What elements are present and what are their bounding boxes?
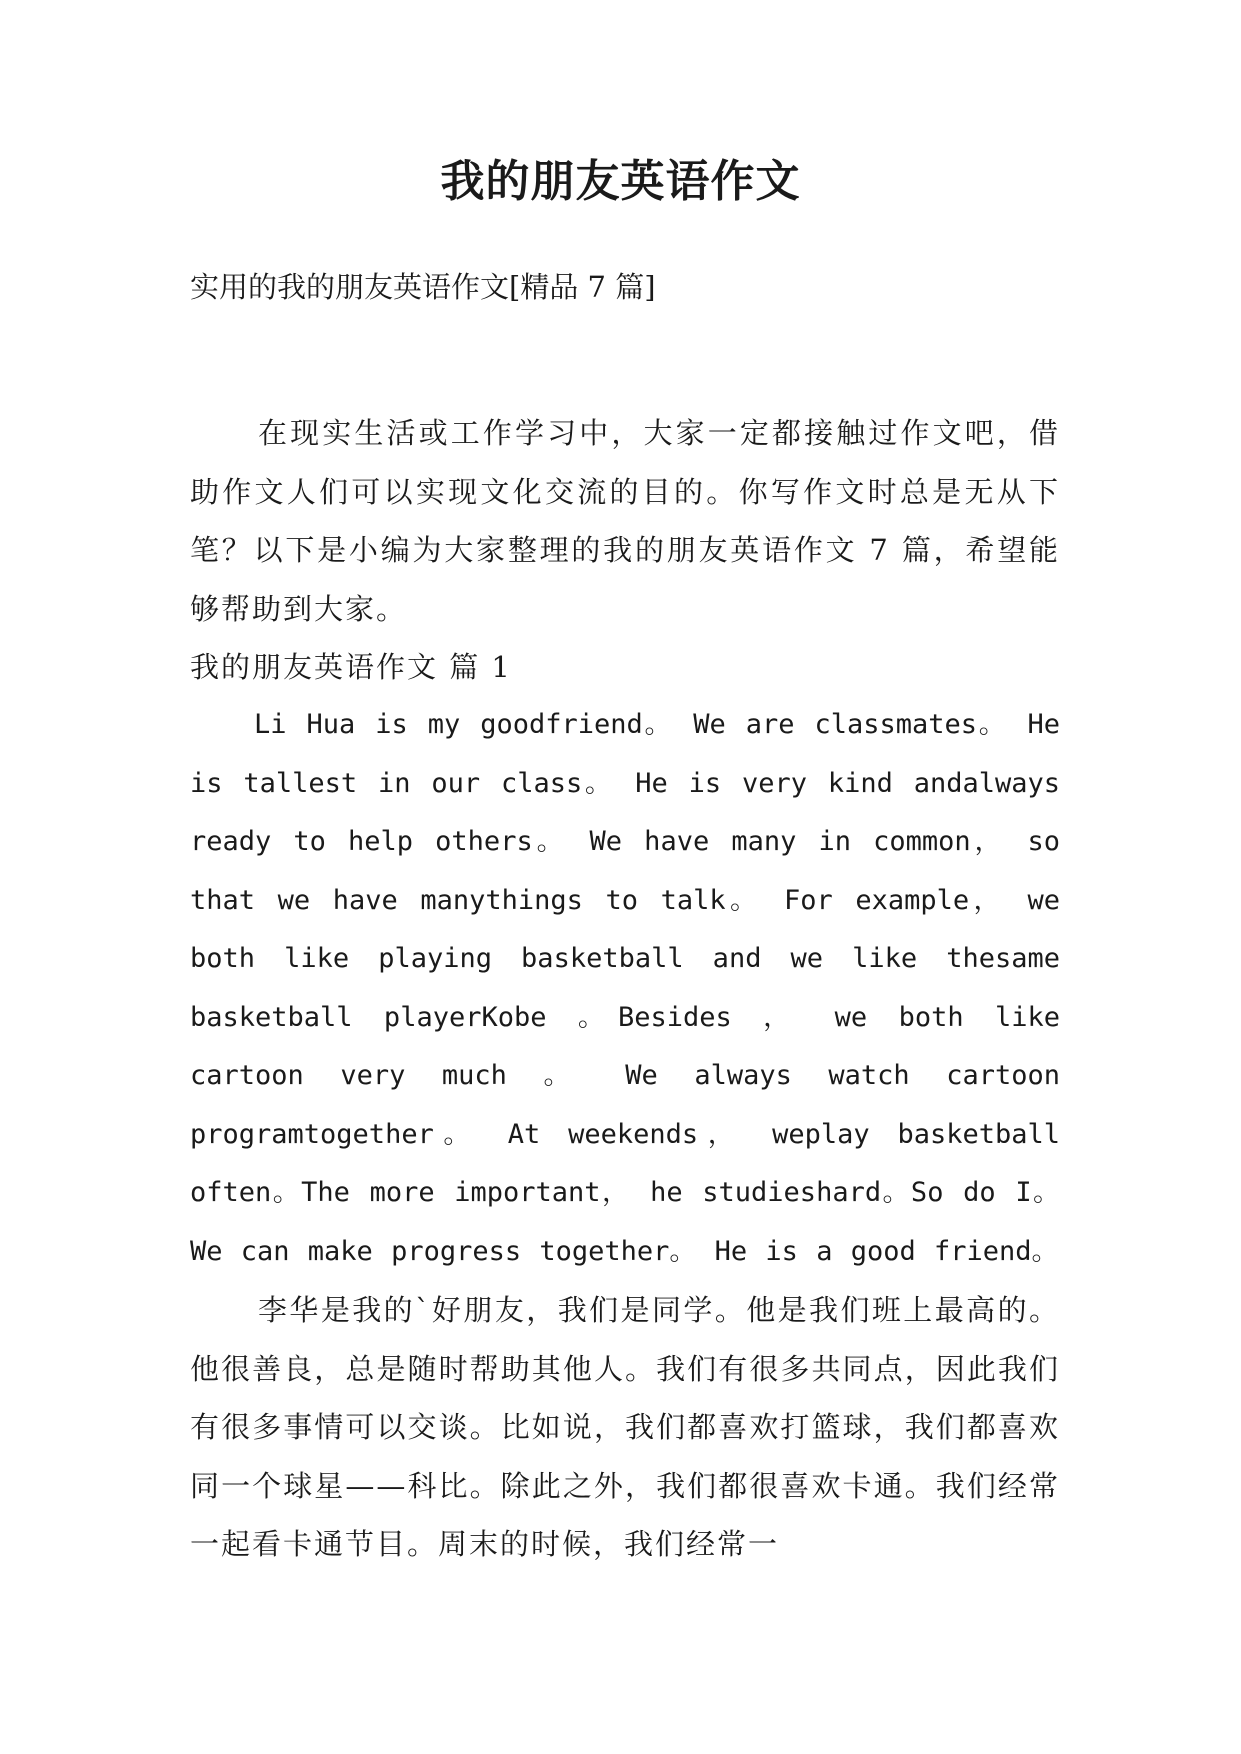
chinese-paragraph: 李华是我的`好朋友，我们是同学。他是我们班上最高的。他很善良，总是随时帮助其他人。我们有很多共同点，因此我们有很多事情可以交谈。比如说，我们都喜欢打篮球，我们都喜欢同一个球星——科比。除此之外，我们都很喜欢卡通。我们经常一起看卡通节目。周末的时候，我们经常一 bbox=[190, 1293, 1060, 1561]
intro-paragraph: 在现实生活或工作学习中，大家一定都接触过作文吧，借助作文人们可以实现文化交流的目的。你写作文时总是无从下笔？以下是小编为大家整理的我的朋友英语作文 7 篇，希望能够帮助到大家。 bbox=[190, 416, 1060, 626]
section-heading: 我的朋友英语作文 篇 1 bbox=[190, 650, 512, 684]
english-paragraph: Li Hua is my goodfriend。 We are classmates。 He is tallest in our class。 He is very kind andalways ready to help others。 We have many in common， so that we have manythings to talk。 For example， we both like playing basketball and we like thesame basketball playerKobe 。Besides ， we both like cartoon very much 。 We always watch cartoon programtogether。 At weekends， weplay basketball often。The more important， he studieshard。So do I。 We can make progress together。 He is a good friend。 bbox=[190, 709, 1060, 1267]
document-subtitle: 实用的我的朋友英语作文[精品 7 篇] bbox=[190, 270, 656, 304]
document-title: 我的朋友英语作文 bbox=[440, 156, 801, 207]
